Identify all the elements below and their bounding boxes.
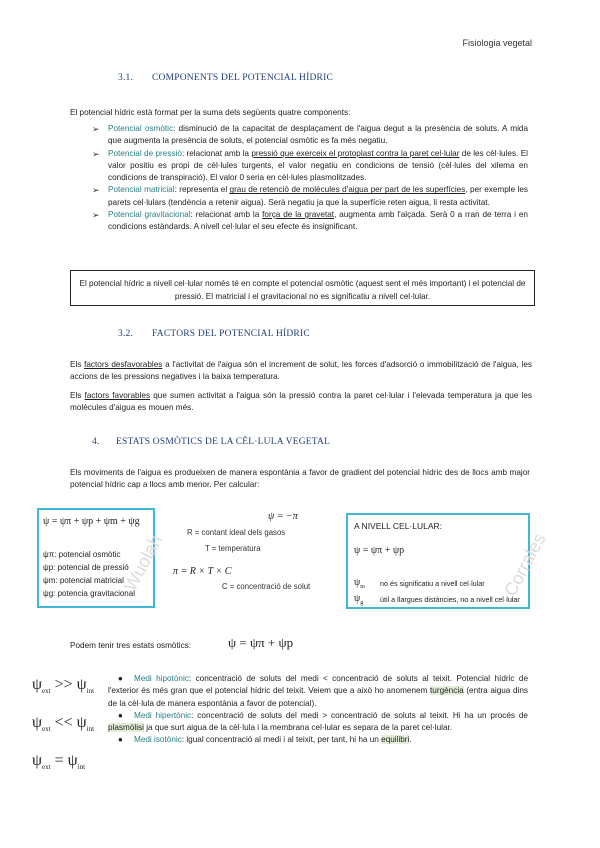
term: Medi hipertònic	[134, 710, 192, 720]
note-box: El potencial hídric a nivell cel·lular només té en compte el potencial osmòtic (aquest sent el més important) i el potencial de pressió. El matricial i el gravitacional no es significatiu a nivell cel·lular.	[70, 270, 535, 306]
term: Potencial gravitacional	[108, 210, 191, 220]
bullet-dot-icon: ●	[118, 735, 123, 745]
section-number: 4.	[92, 437, 100, 447]
legend-item: ψm: potencial matricial	[43, 576, 124, 585]
section-title: ESTATS OSMÒTICS DE LA CÈL·LULA VEGETAL	[116, 437, 331, 447]
definition-pre: : representa el	[174, 185, 230, 195]
definition-post: , per exemple les parets cel·lulars (tendència a retenir aigua). Serà negatiu ja que la superfície reten aigua, li resta activitat.	[108, 185, 528, 207]
term: Potencial de pressió	[108, 148, 182, 158]
definition-pre: : relacionat amb la	[181, 148, 252, 158]
subscript: ext	[42, 725, 51, 734]
psi-m-symbol: $\psi_m$	[354, 577, 365, 590]
osmotic-states-list	[108, 673, 528, 747]
section-number: 3.1.	[118, 73, 134, 83]
van-t-hoff-formula: π = R × T × C	[173, 566, 232, 577]
c-definition: C = concentració de solut	[222, 582, 311, 591]
intro-paragraph: El potencial hídric està format per la suma dels següents quatre components:	[70, 108, 351, 117]
r-definition: R = contant ideal dels gasos	[187, 528, 286, 537]
legend-item: ψπ: potencial osmòtic	[43, 550, 121, 559]
text: que sumen activitat a l'aigua són la pressió contra la paret cel·lular i l'elevada temperatura ja que les molècules d'aigua es mouen més.	[70, 391, 532, 413]
hypertonic-relation: $\psi_{ext} << \psi_{int}$	[32, 714, 95, 734]
underlined-phrase: factors desfavorables	[84, 360, 163, 369]
list-item	[92, 148, 528, 185]
list-item	[92, 184, 528, 209]
text: Els	[70, 391, 85, 400]
subscript: ext	[42, 687, 51, 696]
list-item	[108, 734, 528, 746]
text: a l'activitat de l'aigua són el increment de solut, les forces d'adsorció o immobilització de l'aigua, les accions de les pressions negatives i la baixa temperatura.	[70, 360, 532, 382]
states-formula: ψ = ψπ + ψp	[228, 635, 294, 650]
arrow-bullet-icon: ➢	[92, 124, 100, 134]
subscript: int	[77, 763, 86, 772]
list-item	[92, 123, 528, 148]
definition: : concentració de soluts del medi < concentració de soluts al teixit. Potencial hídric de l'exterior és més gran que el potencial hídric del teixit. Veiem que a això ho anomenem	[108, 674, 529, 696]
section-heading-3-1	[118, 73, 333, 83]
arrow-bullet-icon: ➢	[92, 210, 100, 221]
arrow-bullet-icon: ➢	[92, 185, 100, 196]
definition: : concentració de soluts del medi > concentració de soluts al teixit. Hi ha un procés de	[191, 710, 528, 720]
bullet-dot-icon: ●	[118, 674, 123, 683]
components-list	[92, 123, 528, 234]
highlighted-term: turgència	[430, 686, 464, 696]
underlined-phrase: grau de retenció de molècules d'aigua per part de les superfícies	[229, 185, 466, 195]
box-title: A NIVELL CEL·LULAR:	[354, 521, 443, 531]
underlined-phrase: pressió que exerceix el protoplast contra la paret cel·lular	[251, 148, 460, 158]
section-title: COMPONENTS DEL POTENCIAL HÍDRIC	[152, 73, 333, 83]
underlined-phrase: força de la gravetat	[262, 210, 335, 220]
section-heading-4	[92, 437, 330, 447]
watermark: Wuolah	[120, 531, 167, 595]
highlighted-term: equilibri	[381, 735, 410, 745]
gravitational-note: útil a llargues distàncies, no a nivell cel·lular	[380, 595, 520, 604]
section-heading-3-2	[118, 329, 310, 339]
relation-symbol: >>	[54, 676, 73, 693]
subscript: int	[86, 725, 95, 734]
arrow-bullet-icon: ➢	[92, 148, 100, 159]
underlined-phrase: factors favorables	[84, 391, 151, 400]
section-number: 3.2.	[118, 329, 134, 339]
text: Els	[70, 360, 85, 369]
isotonic-relation: $\psi_{ext} = \psi_{int}$	[32, 752, 86, 772]
list-item	[108, 710, 528, 735]
paragraph-unfavorable-factors	[70, 359, 532, 384]
paragraph-water-movement: Els moviments de l'aigua es produeixen de manera espontània a favor de gradient del potencial hídric des de llocs amb major potencial hídric cap a llocs amb menor. Per calcular:	[70, 468, 530, 490]
relation-symbol: =	[54, 752, 64, 769]
relation-symbol: <<	[54, 714, 73, 731]
component-legend	[43, 548, 135, 600]
subscript: ext	[42, 763, 51, 772]
subscript: int	[86, 687, 95, 696]
psi-g-symbol: $\psi_g$	[354, 593, 364, 606]
highlighted-term: plasmòlisi	[108, 723, 144, 733]
term: Medi isotònic	[134, 735, 182, 745]
definition-post: .	[409, 735, 412, 745]
legend-item: ψg: potencia gravitacional	[43, 589, 135, 598]
cellular-formula: ψ = ψπ + ψp	[354, 545, 405, 556]
definition-post: (entra aigua dins de la cèl·lula de manera espontània a favor de potencial).	[108, 686, 528, 708]
bullet-dot-icon: ●	[118, 710, 123, 720]
definition-post: ja que surt aigua de la cèl·lula i la membrana cel·lular es separa de la paret cel·lular.	[143, 723, 453, 733]
matricial-note: no és significatiu a nivell cel·lular	[380, 579, 485, 588]
states-intro: Podem tenir tres estats osmòtics:	[70, 641, 192, 650]
definition-post: , augmenta amb l'alçada. Serà 0 a rran de terra i en condicions estàndards. A nivell cel·lular el seu efecte és insignificant.	[108, 210, 528, 232]
section-title: FACTORS DEL POTENCIAL HÍDRIC	[152, 329, 310, 339]
cellular-level-box	[346, 513, 530, 609]
term: Potencial matricial	[108, 185, 175, 195]
list-item	[108, 673, 528, 710]
paragraph-favorable-factors	[70, 390, 532, 415]
list-item	[92, 209, 528, 234]
legend-item: ψp: potencial de pressió	[43, 563, 129, 572]
watermark: Corrales	[500, 529, 550, 600]
term: Medi hipotònic	[134, 674, 189, 683]
hypotonic-relation: $\psi_{ext} >> \psi_{int}$	[32, 676, 95, 696]
definition: : igual concentració al medi i al teixit, per tant, hi ha un	[181, 735, 382, 745]
t-definition: T = temperatura	[205, 544, 261, 553]
osmotic-formula: ψ = −π	[268, 511, 298, 522]
definition-post: de les cèl·lules. El valor positiu es propi de cèl·lules turgents, el valor negatiu en condicions de tensió (cèl·lules del xilema en condicions de transpiració). El valor 0 seria en cèl·lules plasmolitzades.	[108, 148, 528, 183]
definition: : disminució de la capacitat de desplaçament de l'aigua degut a la presència de soluts. A mida que augmenta la presència de soluts, el potencial osmòtic es fa més negatiu.	[108, 124, 528, 146]
term: Potencial osmòtic	[108, 124, 174, 133]
water-potential-formula: ψ = ψπ + ψp + ψm + ψg	[43, 516, 140, 527]
page-header: Fisiologia vegetal	[462, 38, 532, 48]
definition-pre: : relacionat amb la	[190, 210, 263, 220]
